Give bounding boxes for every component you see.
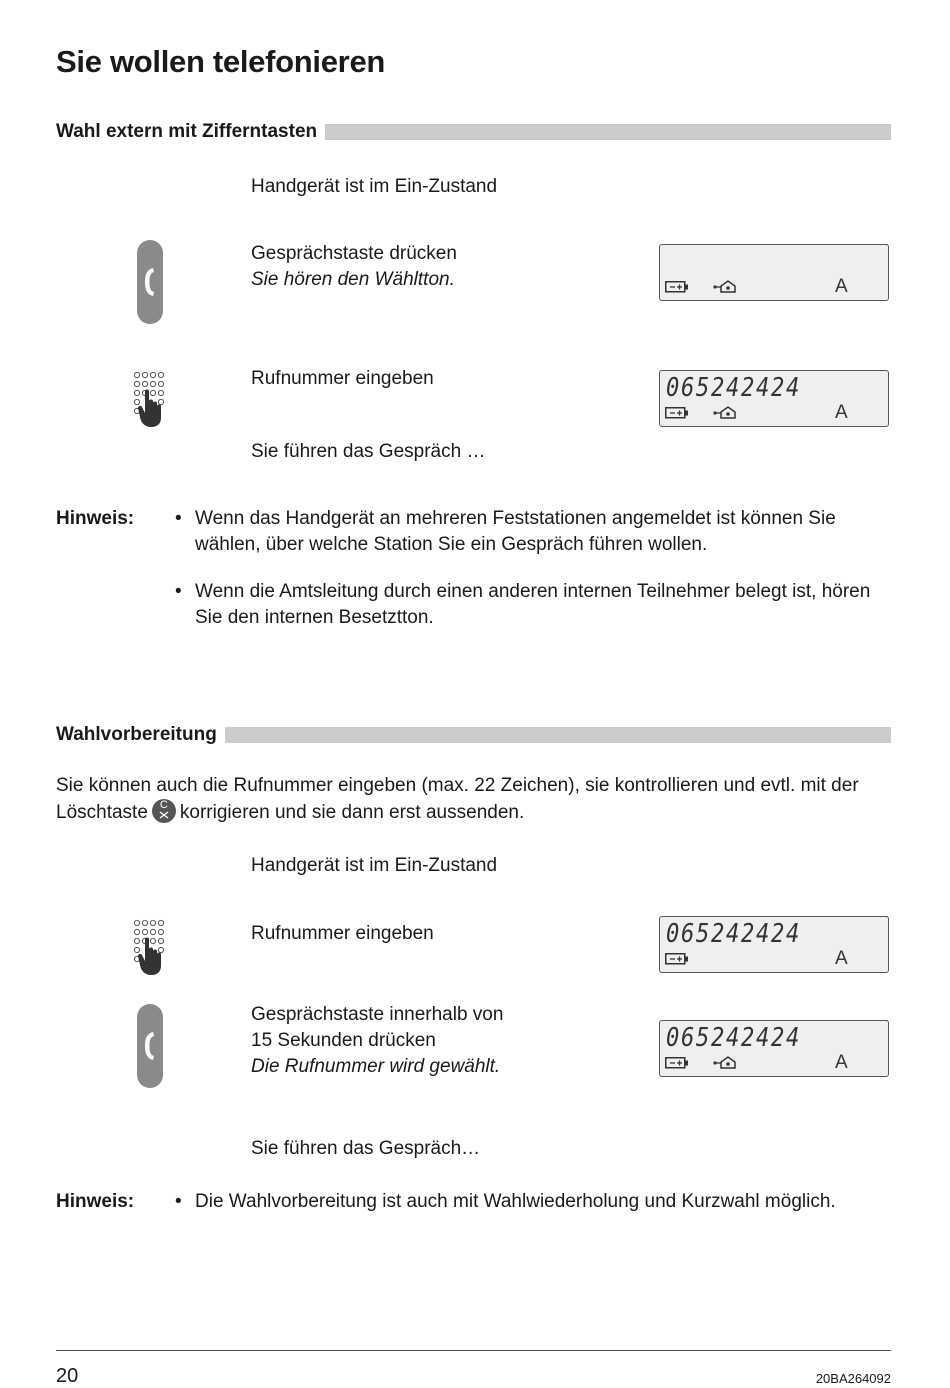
intro-clear-key-word: Löschtaste (56, 802, 148, 823)
display-digits: 065242424 (666, 1023, 802, 1053)
step-enter-number: Rufnummer eingeben (251, 368, 434, 389)
battery-icon (665, 953, 689, 965)
display-line-letter: A (835, 402, 848, 423)
base-station-icon (713, 1055, 737, 1070)
hinweis-bullet (175, 506, 895, 558)
call-key-icon (134, 1002, 166, 1090)
display-line-letter: A (835, 276, 848, 297)
intro-text-line1: Sie können auch die Rufnummer eingeben (max. 22 Zeichen), sie kontrollieren und evtl. mit der (56, 775, 859, 796)
step-press-call-key: Gesprächstaste drücken (251, 243, 457, 264)
battery-icon (665, 1057, 689, 1069)
hinweis-bullet (175, 579, 895, 631)
base-station-icon (713, 279, 737, 294)
display-digits: 065242424 (666, 373, 802, 403)
intro-text-line2 (56, 799, 524, 826)
display-digits: 065242424 (666, 919, 802, 949)
bullet-symbol: • (175, 581, 182, 602)
hinweis-bullet-text: Wenn die Amtsleitung durch einen anderen internen Teilnehmer belegt ist, hören Sie den internen Besetztton. (195, 581, 871, 628)
hinweis-bullet-text: Wenn das Handgerät an mehreren Feststationen angemeldet ist können Sie wählen, über welche Station Sie ein Gespräch führen wollen. (195, 508, 836, 555)
step-conversation: Sie führen das Gespräch… (251, 1138, 481, 1159)
section-heading-wahl-extern (56, 121, 891, 143)
bullet-symbol: • (175, 1191, 182, 1212)
lcd-display (659, 370, 889, 427)
step-number-dialed-note: Die Rufnummer wird gewählt. (251, 1056, 501, 1077)
section-heading-label: Wahlvorbereitung (56, 724, 217, 745)
section-heading-bar (325, 124, 891, 140)
clear-key-icon (152, 799, 176, 823)
clear-key-label: C (159, 799, 168, 811)
section-heading-wahlvorbereitung (56, 724, 891, 746)
lcd-display (659, 1020, 889, 1077)
page-title: Sie wollen telefonieren (56, 44, 386, 79)
page-number: 20 (56, 1365, 79, 1387)
section-heading-label: Wahl extern mit Zifferntasten (56, 121, 318, 142)
section-heading-bar (225, 727, 891, 743)
battery-icon (665, 407, 689, 419)
intro-text-end: korrigieren und sie dann erst aussenden. (179, 802, 525, 823)
document-code: 20BA264092 (815, 1371, 891, 1386)
step-press-call-key-within: Gesprächstaste innerhalb von (251, 1004, 504, 1025)
battery-icon (665, 281, 689, 293)
step-conversation: Sie führen das Gespräch … (251, 441, 486, 462)
step-dial-tone-note: Sie hören den Wähltton. (251, 269, 455, 290)
base-station-icon (713, 405, 737, 420)
display-line-letter: A (835, 948, 848, 969)
hinweis-bullet-text: Die Wahlvorbereitung ist auch mit Wahlwiederholung und Kurzwahl möglich. (195, 1191, 836, 1212)
call-key-icon (134, 238, 166, 326)
keypad-icon (133, 918, 169, 978)
step-handset-on: Handgerät ist im Ein-Zustand (251, 855, 498, 876)
keypad-icon (133, 370, 169, 430)
hinweis-label: Hinweis: (56, 1191, 135, 1212)
step-handset-on: Handgerät ist im Ein-Zustand (251, 176, 498, 197)
lcd-display (659, 916, 889, 973)
footer-divider (56, 1350, 891, 1351)
display-line-letter: A (835, 1052, 848, 1073)
bullet-symbol: • (175, 508, 182, 529)
step-enter-number: Rufnummer eingeben (251, 923, 434, 944)
hinweis-bullet (175, 1189, 895, 1215)
hinweis-label: Hinweis: (56, 508, 135, 529)
lcd-display (659, 244, 889, 301)
step-press-call-key-seconds: 15 Sekunden drücken (251, 1030, 436, 1051)
